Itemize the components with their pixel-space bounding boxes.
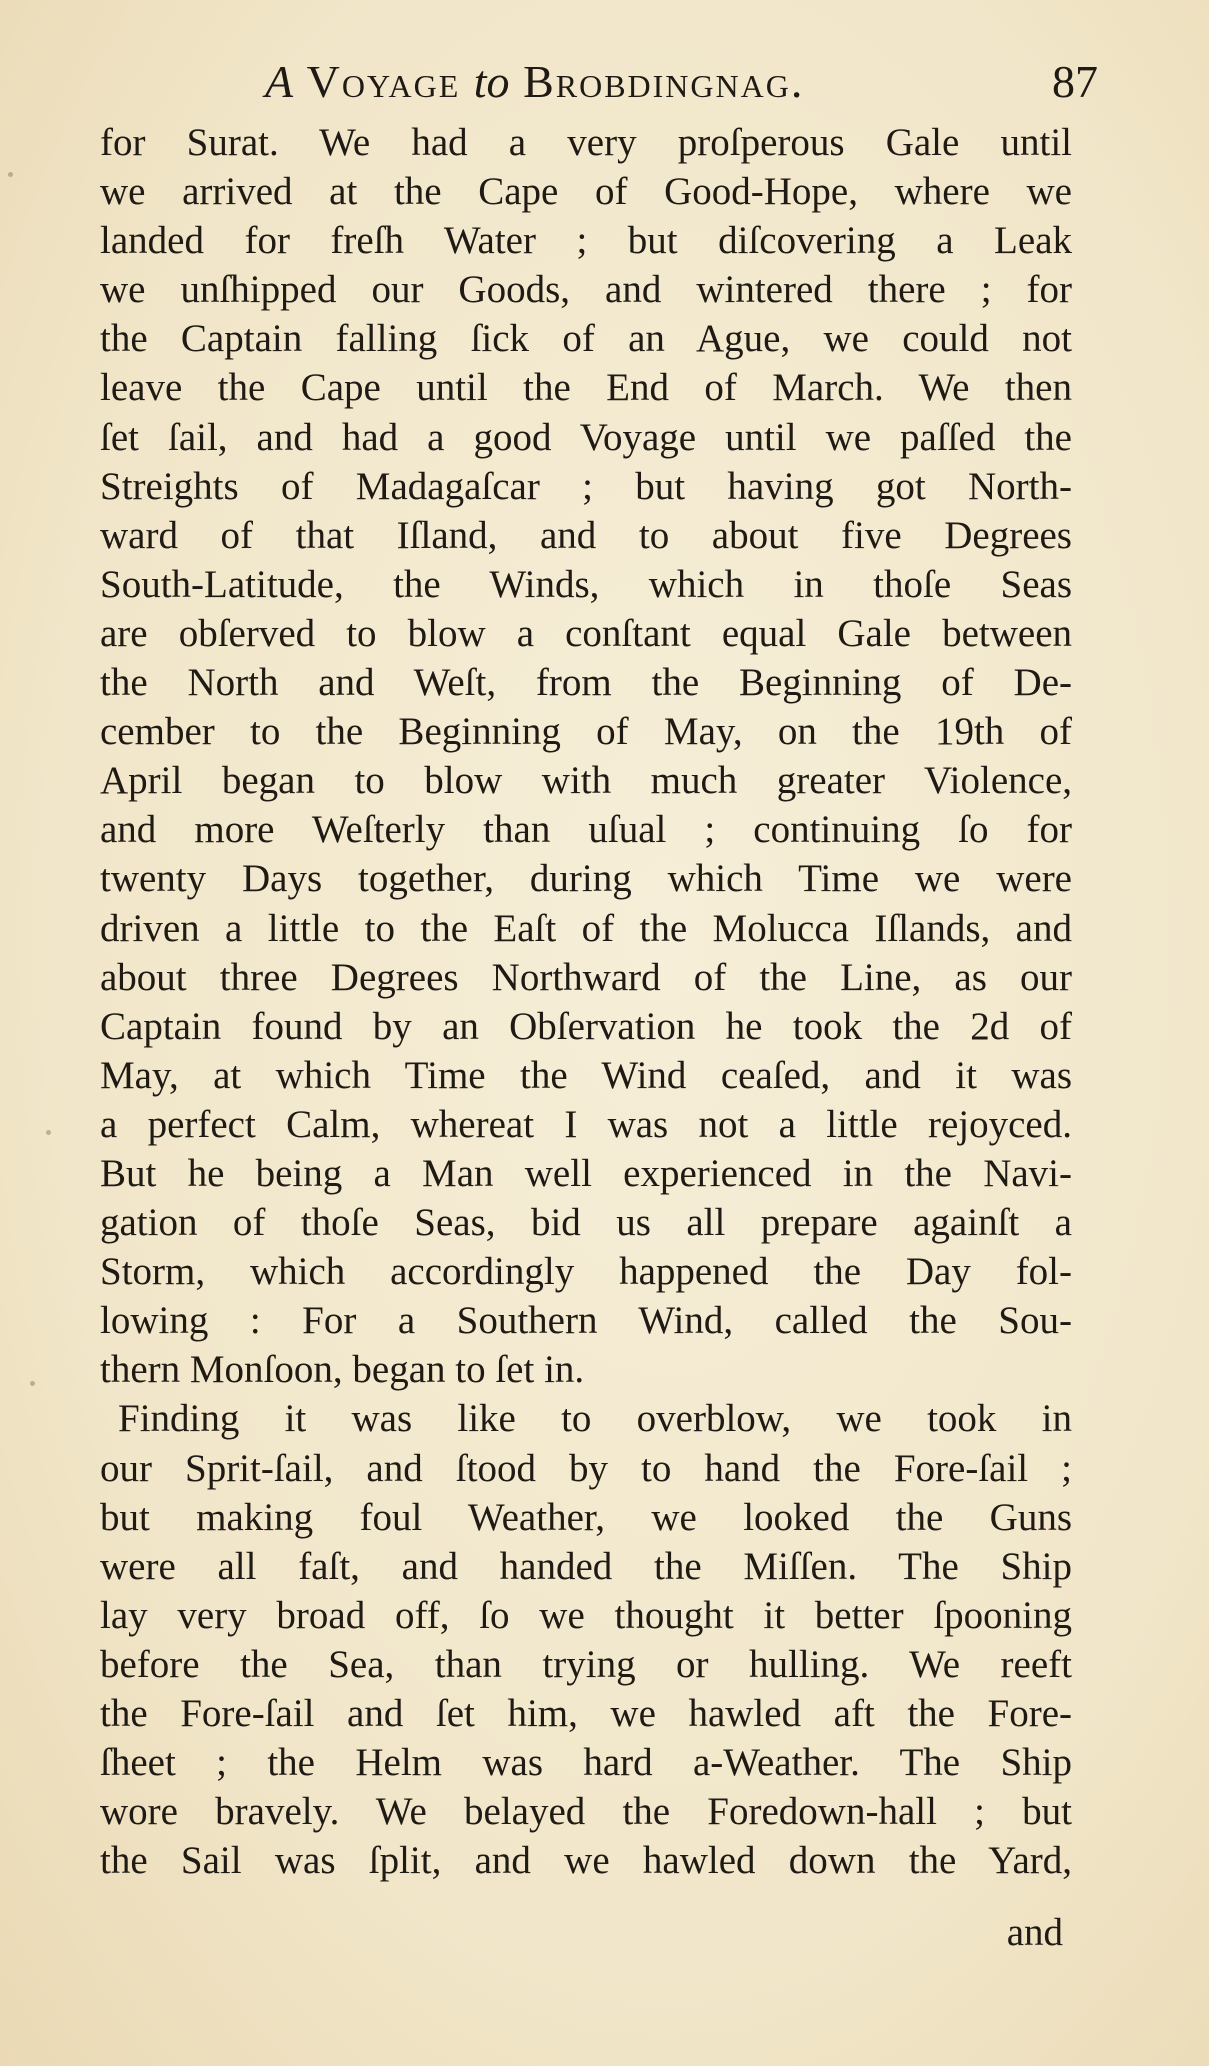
text-line: are obſerved to blow a conſtant equal Gale between (100, 611, 1072, 655)
text-line: landed for freſh Water ; but diſcovering a Leak (100, 219, 1072, 263)
text-line: and more Weſterly than uſual ; continuing ſo for (100, 808, 1072, 852)
text-line: for Surat. We had a very proſperous Gale until (100, 121, 1072, 164)
text-line: April began to blow with much greater Violence, (100, 759, 1072, 803)
text-line: ward of that Iſland, and to about five Degrees (100, 513, 1072, 557)
text-line: about three Degrees Northward of the Line, as our (100, 955, 1072, 999)
text-line: leave the Cape until the End of March. We then (100, 366, 1072, 410)
running-title (265, 52, 804, 112)
page-number: 87 (1052, 56, 1098, 107)
text-line: our Sprit-ſail, and ſtood by to hand the Fore-ſail ; (100, 1446, 1072, 1490)
paragraph-start: Finding it was like to overblow, we took in (118, 1397, 1072, 1441)
running-title-article: A (265, 56, 294, 107)
running-title-voyage: Voyage (306, 56, 461, 107)
text-line: driven a little to the Eaſt of the Molucca Iſlands, and (100, 906, 1072, 950)
text-line: twenty Days together, during which Time we were (100, 857, 1072, 901)
page-header (100, 52, 1110, 112)
text-line: wore bravely. We belayed the Foredown-hall ; but (100, 1790, 1072, 1834)
text-line: we unſhipped our Goods, and wintered there ; for (100, 268, 1072, 312)
text-line: May, at which Time the Wind ceaſed, and it was (100, 1053, 1072, 1097)
text-line: Streights of Madagaſcar ; but having got North- (100, 464, 1072, 508)
text-line: the Captain falling ſick of an Ague, we could not (100, 317, 1072, 361)
text-line: ſheet ; the Helm was hard a-Weather. The Ship (100, 1741, 1072, 1785)
text-line: Storm, which accordingly happened the Day fol- (100, 1250, 1072, 1294)
text-line: before the Sea, than trying or hulling. We reeft (100, 1642, 1072, 1686)
text-line: South-Latitude, the Winds, which in thoſe Seas (100, 562, 1072, 606)
text-line: the North and Weſt, from the Beginning of De- (100, 661, 1072, 705)
text-line: lay very broad off, ſo we thought it better ſpooning (100, 1593, 1072, 1637)
paper-speck (8, 172, 13, 177)
running-title-to: to (473, 56, 510, 107)
text-line: cember to the Beginning of May, on the 19th of (100, 710, 1072, 754)
text-line: lowing : For a Southern Wind, called the Sou- (100, 1299, 1072, 1343)
paper-speck (30, 1381, 35, 1386)
text-line: gation of thoſe Seas, bid us all prepare againſt a (100, 1201, 1072, 1245)
text-line: but making foul Weather, we looked the Guns (100, 1495, 1072, 1539)
body-text (100, 118, 1072, 1885)
text-line: But he being a Man well experienced in the Navi- (100, 1151, 1072, 1195)
text-line: thern Monſoon, began to ſet in. (100, 1348, 585, 1392)
text-line: ſet ſail, and had a good Voyage until we paſſed the (100, 415, 1072, 459)
text-line: were all faſt, and handed the Miſſen. The Ship (100, 1544, 1072, 1588)
text-line: the Fore-ſail and ſet him, we hawled aft the Fore- (100, 1692, 1072, 1735)
paper-speck (46, 1130, 51, 1135)
text-line: the Sail was ſplit, and we hawled down the Yard, (100, 1839, 1072, 1883)
text-line: Captain found by an Obſervation he took the 2d of (100, 1004, 1072, 1048)
text-line: a perfect Calm, whereat I was not a little rejoyced. (100, 1102, 1072, 1146)
text-line: we arrived at the Cape of Good-Hope, where we (100, 170, 1072, 214)
catchword: and (1006, 1911, 1063, 1954)
running-title-place: Brobdingnag. (523, 56, 805, 107)
